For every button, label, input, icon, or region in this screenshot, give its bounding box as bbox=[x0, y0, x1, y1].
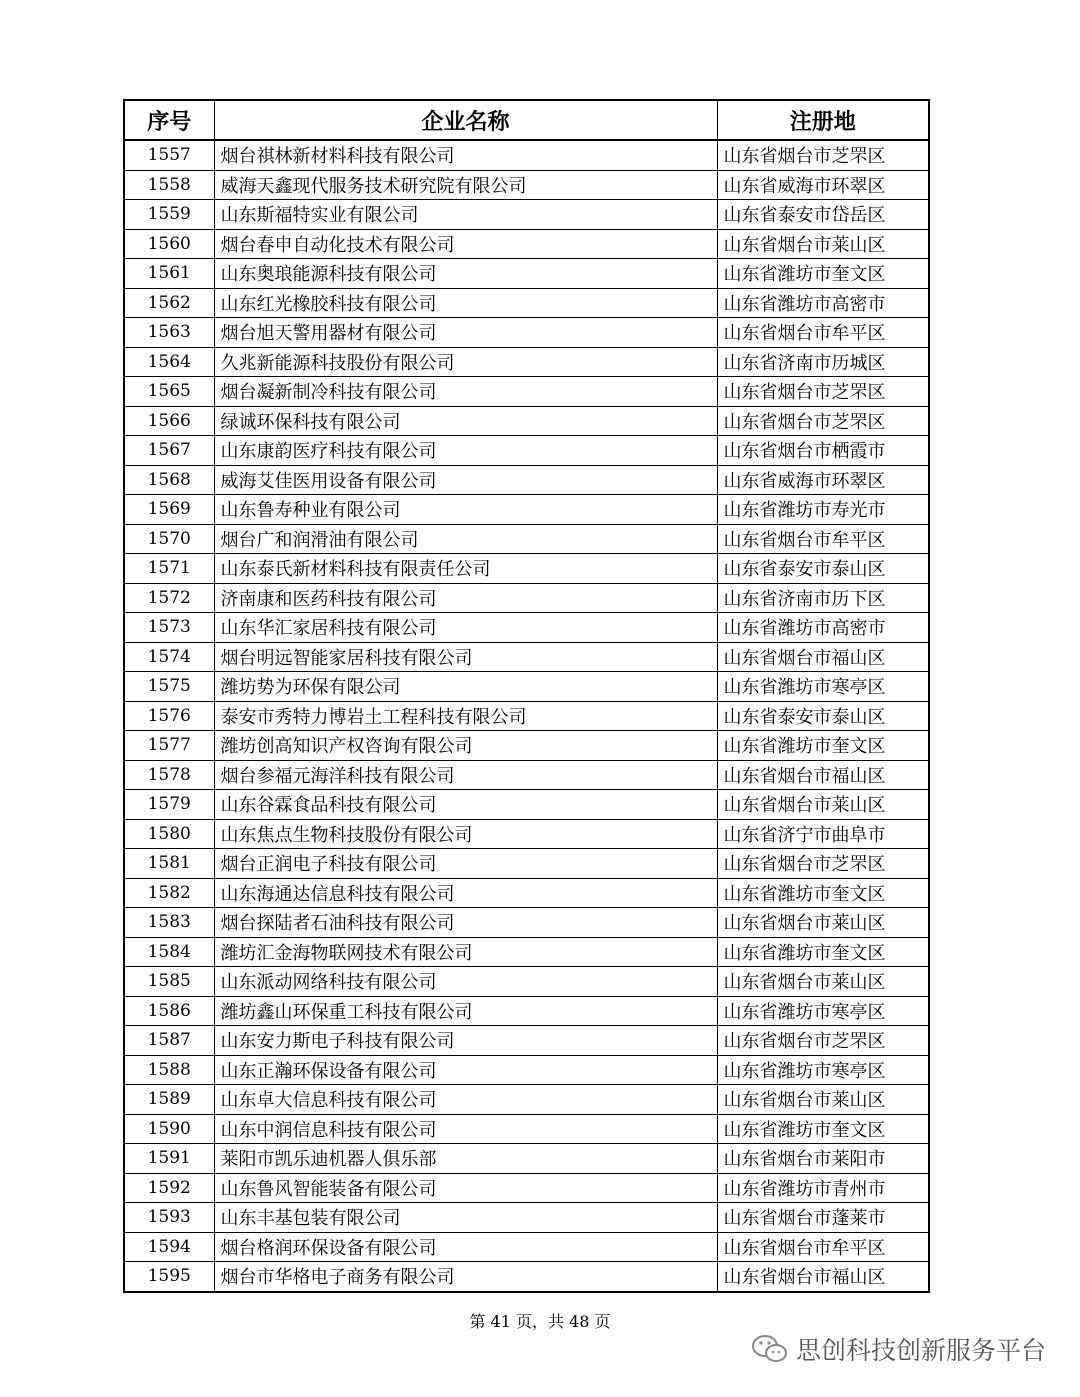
company-name-cell: 烟台市华格电子商务有限公司 bbox=[214, 1262, 717, 1292]
company-name-cell: 潍坊鑫山环保重工科技有限公司 bbox=[214, 996, 717, 1026]
company-name-cell: 山东红光橡胶科技有限公司 bbox=[214, 288, 717, 318]
table-row bbox=[124, 760, 929, 790]
company-name-cell: 山东焦点生物科技股份有限公司 bbox=[214, 819, 717, 849]
serial-number-cell: 1573 bbox=[124, 613, 214, 643]
registered-location-cell: 山东省烟台市福山区 bbox=[717, 760, 929, 790]
table-row bbox=[124, 1173, 929, 1203]
registered-location-cell: 山东省烟台市栖霞市 bbox=[717, 436, 929, 466]
table-row bbox=[124, 583, 929, 613]
company-name-cell: 烟台探陆者石油科技有限公司 bbox=[214, 908, 717, 938]
registered-location-cell: 山东省烟台市芝罘区 bbox=[717, 849, 929, 879]
registered-location-cell: 山东省烟台市莱山区 bbox=[717, 908, 929, 938]
company-name-cell: 山东谷霖食品科技有限公司 bbox=[214, 790, 717, 820]
serial-number-cell: 1592 bbox=[124, 1173, 214, 1203]
table-row bbox=[124, 967, 929, 997]
company-name-cell: 山东正瀚环保设备有限公司 bbox=[214, 1055, 717, 1085]
serial-number-cell: 1566 bbox=[124, 406, 214, 436]
registered-location-cell: 山东省潍坊市寒亭区 bbox=[717, 1055, 929, 1085]
company-name-cell: 山东派动网络科技有限公司 bbox=[214, 967, 717, 997]
table-row bbox=[124, 288, 929, 318]
company-name-cell: 威海天鑫现代服务技术研究院有限公司 bbox=[214, 170, 717, 200]
registered-location-cell: 山东省潍坊市寒亭区 bbox=[717, 672, 929, 702]
table-row bbox=[124, 849, 929, 879]
table-row bbox=[124, 318, 929, 348]
company-name-cell: 山东中润信息科技有限公司 bbox=[214, 1114, 717, 1144]
company-name-cell: 山东丰基包装有限公司 bbox=[214, 1203, 717, 1233]
table-row bbox=[124, 1055, 929, 1085]
company-name-cell: 潍坊创高知识产权咨询有限公司 bbox=[214, 731, 717, 761]
company-name-cell: 济南康和医药科技有限公司 bbox=[214, 583, 717, 613]
registered-location-cell: 山东省烟台市芝罘区 bbox=[717, 377, 929, 407]
company-name-cell: 山东康韵医疗科技有限公司 bbox=[214, 436, 717, 466]
table-row bbox=[124, 1114, 929, 1144]
registered-location-cell: 山东省济南市历城区 bbox=[717, 347, 929, 377]
page-number: 第 41 页，共 48 页 bbox=[469, 1312, 611, 1331]
company-name-cell: 潍坊势为环保有限公司 bbox=[214, 672, 717, 702]
table-row bbox=[124, 1085, 929, 1115]
registered-location-cell: 山东省泰安市泰山区 bbox=[717, 701, 929, 731]
table-row bbox=[124, 613, 929, 643]
serial-number-cell: 1591 bbox=[124, 1144, 214, 1174]
serial-number-cell: 1563 bbox=[124, 318, 214, 348]
table-row bbox=[124, 731, 929, 761]
serial-number-cell: 1575 bbox=[124, 672, 214, 702]
table-row bbox=[124, 1232, 929, 1262]
table-row bbox=[124, 140, 929, 170]
company-name-cell: 威海艾佳医用设备有限公司 bbox=[214, 465, 717, 495]
table-row bbox=[124, 878, 929, 908]
company-name-cell: 山东奥琅能源科技有限公司 bbox=[214, 259, 717, 289]
serial-number-cell: 1574 bbox=[124, 642, 214, 672]
serial-number-cell: 1559 bbox=[124, 200, 214, 230]
header-company-name: 企业名称 bbox=[214, 100, 717, 140]
enterprise-table bbox=[123, 99, 930, 1293]
serial-number-cell: 1564 bbox=[124, 347, 214, 377]
serial-number-cell: 1560 bbox=[124, 229, 214, 259]
registered-location-cell: 山东省烟台市莱山区 bbox=[717, 790, 929, 820]
registered-location-cell: 山东省威海市环翠区 bbox=[717, 465, 929, 495]
header-registered-location: 注册地 bbox=[717, 100, 929, 140]
table-row bbox=[124, 436, 929, 466]
table-row bbox=[124, 347, 929, 377]
registered-location-cell: 山东省烟台市牟平区 bbox=[717, 524, 929, 554]
registered-location-cell: 山东省烟台市芝罘区 bbox=[717, 140, 929, 170]
table-row bbox=[124, 642, 929, 672]
registered-location-cell: 山东省潍坊市奎文区 bbox=[717, 731, 929, 761]
company-name-cell: 山东鲁寿种业有限公司 bbox=[214, 495, 717, 525]
company-name-cell: 烟台凝新制冷科技有限公司 bbox=[214, 377, 717, 407]
registered-location-cell: 山东省烟台市莱山区 bbox=[717, 967, 929, 997]
company-name-cell: 久兆新能源科技股份有限公司 bbox=[214, 347, 717, 377]
table-row bbox=[124, 406, 929, 436]
serial-number-cell: 1572 bbox=[124, 583, 214, 613]
watermark bbox=[750, 1331, 1046, 1367]
table-header-row bbox=[124, 100, 929, 140]
serial-number-cell: 1567 bbox=[124, 436, 214, 466]
table-row bbox=[124, 1144, 929, 1174]
company-name-cell: 莱阳市凯乐迪机器人俱乐部 bbox=[214, 1144, 717, 1174]
company-name-cell: 烟台春申自动化技术有限公司 bbox=[214, 229, 717, 259]
registered-location-cell: 山东省烟台市芝罘区 bbox=[717, 1026, 929, 1056]
registered-location-cell: 山东省潍坊市高密市 bbox=[717, 288, 929, 318]
table-row bbox=[124, 1203, 929, 1233]
company-name-cell: 山东斯福特实业有限公司 bbox=[214, 200, 717, 230]
watermark-text: 思创科技创新服务平台 bbox=[795, 1336, 1046, 1365]
table-row bbox=[124, 908, 929, 938]
serial-number-cell: 1580 bbox=[124, 819, 214, 849]
table-row bbox=[124, 170, 929, 200]
table-row bbox=[124, 554, 929, 584]
table-row bbox=[124, 701, 929, 731]
table-row bbox=[124, 790, 929, 820]
table-row bbox=[124, 1026, 929, 1056]
registered-location-cell: 山东省潍坊市奎文区 bbox=[717, 937, 929, 967]
serial-number-cell: 1579 bbox=[124, 790, 214, 820]
serial-number-cell: 1570 bbox=[124, 524, 214, 554]
company-name-cell: 烟台旭天警用器材有限公司 bbox=[214, 318, 717, 348]
serial-number-cell: 1594 bbox=[124, 1232, 214, 1262]
registered-location-cell: 山东省烟台市蓬莱市 bbox=[717, 1203, 929, 1233]
company-name-cell: 山东泰氏新材料科技有限责任公司 bbox=[214, 554, 717, 584]
company-name-cell: 烟台明远智能家居科技有限公司 bbox=[214, 642, 717, 672]
serial-number-cell: 1577 bbox=[124, 731, 214, 761]
table-row bbox=[124, 996, 929, 1026]
serial-number-cell: 1565 bbox=[124, 377, 214, 407]
registered-location-cell: 山东省潍坊市青州市 bbox=[717, 1173, 929, 1203]
serial-number-cell: 1590 bbox=[124, 1114, 214, 1144]
company-name-cell: 烟台正润电子科技有限公司 bbox=[214, 849, 717, 879]
serial-number-cell: 1586 bbox=[124, 996, 214, 1026]
company-name-cell: 山东华汇家居科技有限公司 bbox=[214, 613, 717, 643]
company-name-cell: 山东卓大信息科技有限公司 bbox=[214, 1085, 717, 1115]
table-row bbox=[124, 819, 929, 849]
registered-location-cell: 山东省泰安市泰山区 bbox=[717, 554, 929, 584]
table-row bbox=[124, 524, 929, 554]
serial-number-cell: 1595 bbox=[124, 1262, 214, 1292]
table-row bbox=[124, 495, 929, 525]
serial-number-cell: 1593 bbox=[124, 1203, 214, 1233]
serial-number-cell: 1583 bbox=[124, 908, 214, 938]
serial-number-cell: 1568 bbox=[124, 465, 214, 495]
serial-number-cell: 1585 bbox=[124, 967, 214, 997]
serial-number-cell: 1582 bbox=[124, 878, 214, 908]
serial-number-cell: 1588 bbox=[124, 1055, 214, 1085]
serial-number-cell: 1587 bbox=[124, 1026, 214, 1056]
registered-location-cell: 山东省潍坊市奎文区 bbox=[717, 259, 929, 289]
company-name-cell: 山东安力斯电子科技有限公司 bbox=[214, 1026, 717, 1056]
table-row bbox=[124, 1262, 929, 1292]
registered-location-cell: 山东省烟台市莱山区 bbox=[717, 1085, 929, 1115]
company-name-cell: 山东鲁风智能装备有限公司 bbox=[214, 1173, 717, 1203]
table-row bbox=[124, 200, 929, 230]
table-row bbox=[124, 672, 929, 702]
company-name-cell: 烟台格润环保设备有限公司 bbox=[214, 1232, 717, 1262]
registered-location-cell: 山东省威海市环翠区 bbox=[717, 170, 929, 200]
serial-number-cell: 1589 bbox=[124, 1085, 214, 1115]
serial-number-cell: 1576 bbox=[124, 701, 214, 731]
registered-location-cell: 山东省烟台市福山区 bbox=[717, 642, 929, 672]
registered-location-cell: 山东省济南市历下区 bbox=[717, 583, 929, 613]
header-serial-number: 序号 bbox=[124, 100, 214, 140]
serial-number-cell: 1584 bbox=[124, 937, 214, 967]
company-name-cell: 潍坊汇金海物联网技术有限公司 bbox=[214, 937, 717, 967]
registered-location-cell: 山东省烟台市芝罘区 bbox=[717, 406, 929, 436]
registered-location-cell: 山东省潍坊市高密市 bbox=[717, 613, 929, 643]
table-body bbox=[124, 140, 929, 1292]
serial-number-cell: 1578 bbox=[124, 760, 214, 790]
serial-number-cell: 1557 bbox=[124, 140, 214, 170]
serial-number-cell: 1571 bbox=[124, 554, 214, 584]
table-row bbox=[124, 465, 929, 495]
company-name-cell: 绿诚环保科技有限公司 bbox=[214, 406, 717, 436]
registered-location-cell: 山东省济宁市曲阜市 bbox=[717, 819, 929, 849]
table-row bbox=[124, 259, 929, 289]
registered-location-cell: 山东省烟台市莱阳市 bbox=[717, 1144, 929, 1174]
registered-location-cell: 山东省潍坊市奎文区 bbox=[717, 1114, 929, 1144]
company-name-cell: 泰安市秀特力博岩土工程科技有限公司 bbox=[214, 701, 717, 731]
company-name-cell: 烟台祺林新材料科技有限公司 bbox=[214, 140, 717, 170]
serial-number-cell: 1581 bbox=[124, 849, 214, 879]
table-row bbox=[124, 377, 929, 407]
serial-number-cell: 1569 bbox=[124, 495, 214, 525]
serial-number-cell: 1561 bbox=[124, 259, 214, 289]
registered-location-cell: 山东省泰安市岱岳区 bbox=[717, 200, 929, 230]
registered-location-cell: 山东省烟台市福山区 bbox=[717, 1262, 929, 1292]
registered-location-cell: 山东省潍坊市寿光市 bbox=[717, 495, 929, 525]
registered-location-cell: 山东省烟台市牟平区 bbox=[717, 1232, 929, 1262]
serial-number-cell: 1562 bbox=[124, 288, 214, 318]
registered-location-cell: 山东省潍坊市奎文区 bbox=[717, 878, 929, 908]
table-row bbox=[124, 229, 929, 259]
serial-number-cell: 1558 bbox=[124, 170, 214, 200]
registered-location-cell: 山东省潍坊市寒亭区 bbox=[717, 996, 929, 1026]
company-name-cell: 烟台广和润滑油有限公司 bbox=[214, 524, 717, 554]
company-name-cell: 烟台参福元海洋科技有限公司 bbox=[214, 760, 717, 790]
registered-location-cell: 山东省烟台市莱山区 bbox=[717, 229, 929, 259]
company-name-cell: 山东海通达信息科技有限公司 bbox=[214, 878, 717, 908]
registered-location-cell: 山东省烟台市牟平区 bbox=[717, 318, 929, 348]
table-row bbox=[124, 937, 929, 967]
wechat-icon bbox=[750, 1332, 790, 1366]
